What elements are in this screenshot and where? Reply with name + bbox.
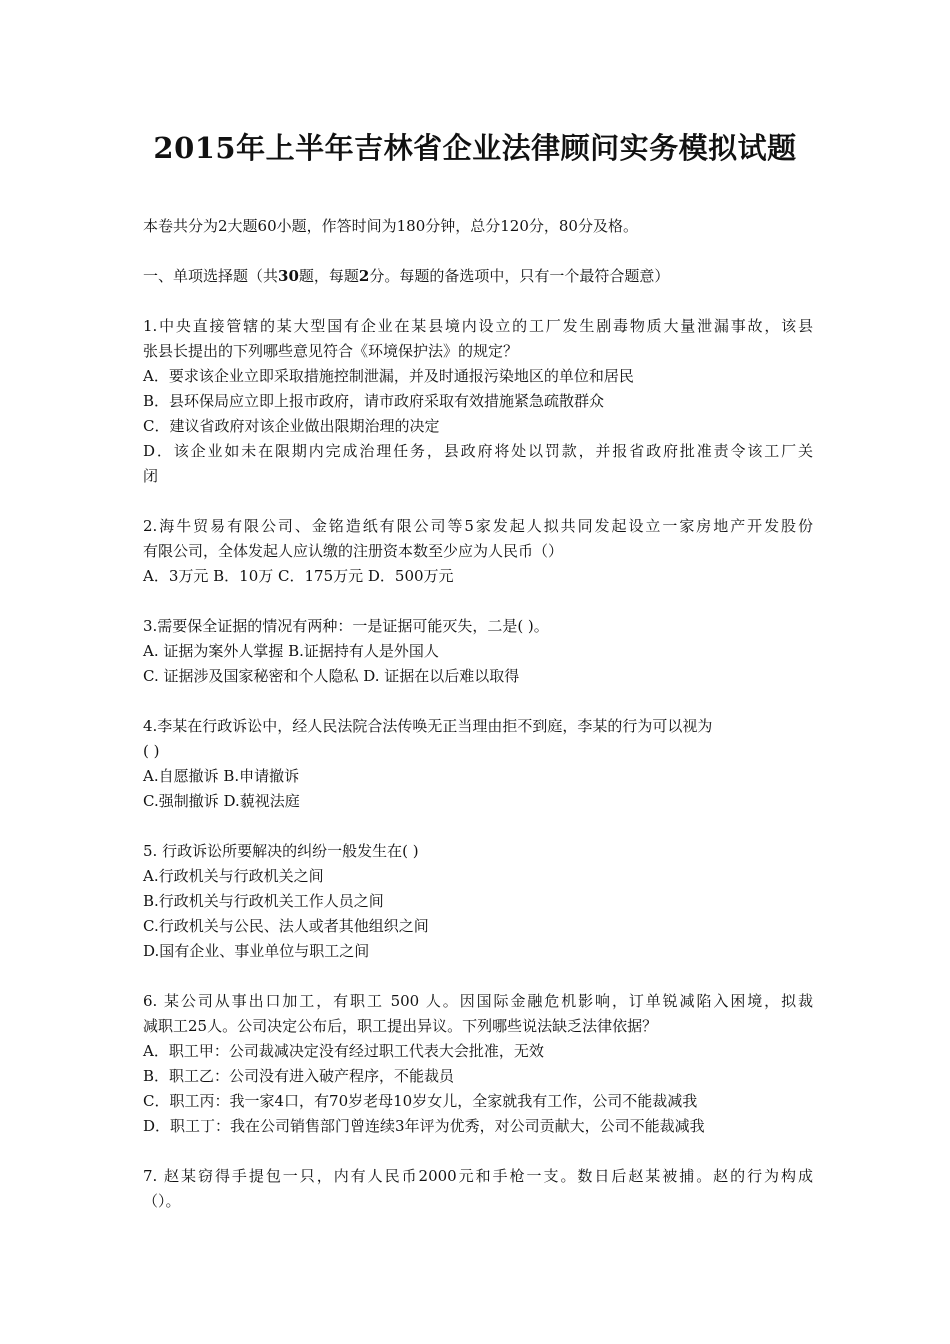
question-2-stem-cont: 有限公司，全体发起人应认缴的注册资本数至少应为人民币（）: [143, 542, 564, 560]
section-points: 2: [358, 267, 370, 285]
question-1-option-a: A．要求该企业立即采取措施控制泄漏，并及时通报污染地区的单位和居民: [143, 367, 634, 385]
section-count: 30: [278, 267, 299, 285]
question-3-stem: 3.需要保全证据的情况有两种：一是证据可能灭失，二是( )。: [143, 617, 549, 635]
question-1-option-b: B．县环保局应立即上报市政府，请市政府采取有效措施紧急疏散群众: [143, 392, 605, 410]
question-5-option-d: D.国有企业、事业单位与职工之间: [143, 942, 370, 960]
question-5-option-c: C.行政机关与公民、法人或者其他组织之间: [143, 917, 429, 935]
question-6-option-d: D．职工丁：我在公司销售部门曾连续3年评为优秀，对公司贡献大，公司不能裁减我: [143, 1117, 705, 1135]
question-6-stem: 6. 某公司从事出口加工，有职工 500 人。因国际金融危机影响，订单锐减陷入困境，拟裁: [143, 992, 813, 1010]
document-title: 2015年上半年吉林省企业法律顾问实务模拟试题: [153, 131, 797, 165]
section-mid: 题，每题: [298, 267, 359, 285]
question-5-option-a: A.行政机关与行政机关之间: [143, 867, 324, 885]
question-3-options-ab: A. 证据为案外人掌握 B.证据持有人是外国人: [143, 642, 439, 660]
question-1-option-d-cont: 闭: [143, 467, 159, 485]
question-1-option-c: C．建议省政府对该企业做出限期治理的决定: [143, 417, 440, 435]
question-5-stem: 5. 行政诉讼所要解决的纠纷一般发生在( ): [143, 842, 419, 860]
question-2-options: A．3万元 B．10万 C．175万元 D．500万元: [143, 567, 454, 585]
question-1-stem-cont: 张县长提出的下列哪些意见符合《环境保护法》的规定？: [143, 342, 519, 360]
question-7-stem: 7. 赵某窃得手提包一只，内有人民币2000元和手枪一支。数日后赵某被捕。赵的行为构成: [143, 1167, 813, 1185]
question-3-options-cd: C. 证据涉及国家秘密和个人隐私 D. 证据在以后难以取得: [143, 667, 520, 685]
question-1-stem: 1.中央直接管辖的某大型国有企业在某县境内设立的工厂发生剧毒物质大量泄漏事故，该县: [143, 317, 813, 335]
question-4-stem-cont: ( ): [143, 742, 160, 760]
question-6-option-a: A．职工甲：公司裁减决定没有经过职工代表大会批准，无效: [143, 1042, 544, 1060]
section-suffix: 分。每题的备选项中，只有一个最符合题意）: [369, 267, 670, 285]
section-heading: [143, 264, 813, 289]
question-4-options-ab: A.自愿撤诉 B.申请撤诉: [143, 767, 300, 785]
intro-text: 本卷共分为2大题60小题，作答时间为180分钟，总分120分，80分及格。: [143, 217, 638, 235]
question-6-option-c: C．职工丙：我一家4口，有70岁老母10岁女儿，全家就我有工作，公司不能裁减我: [143, 1092, 698, 1110]
question-5-option-b: B.行政机关与行政机关工作人员之间: [143, 892, 384, 910]
section-prefix: 一、单项选择题（共: [143, 267, 279, 285]
question-4-stem: 4.李某在行政诉讼中，经人民法院合法传唤无正当理由拒不到庭，李某的行为可以视为: [143, 717, 713, 735]
question-1-option-d: D．该企业如未在限期内完成治理任务，县政府将处以罚款，并报省政府批准责令该工厂关: [143, 442, 813, 460]
question-7-stem-cont: （）。: [143, 1192, 181, 1210]
question-4-options-cd: C.强制撤诉 D.藐视法庭: [143, 792, 300, 810]
question-6-option-b: B．职工乙：公司没有进入破产程序，不能裁员: [143, 1067, 455, 1085]
question-6-stem-cont: 减职工25人。公司决定公布后，职工提出异议。下列哪些说法缺乏法律依据？: [143, 1017, 658, 1035]
question-2-stem: 2.海牛贸易有限公司、金铭造纸有限公司等5家发起人拟共同发起设立一家房地产开发股份: [143, 517, 813, 535]
